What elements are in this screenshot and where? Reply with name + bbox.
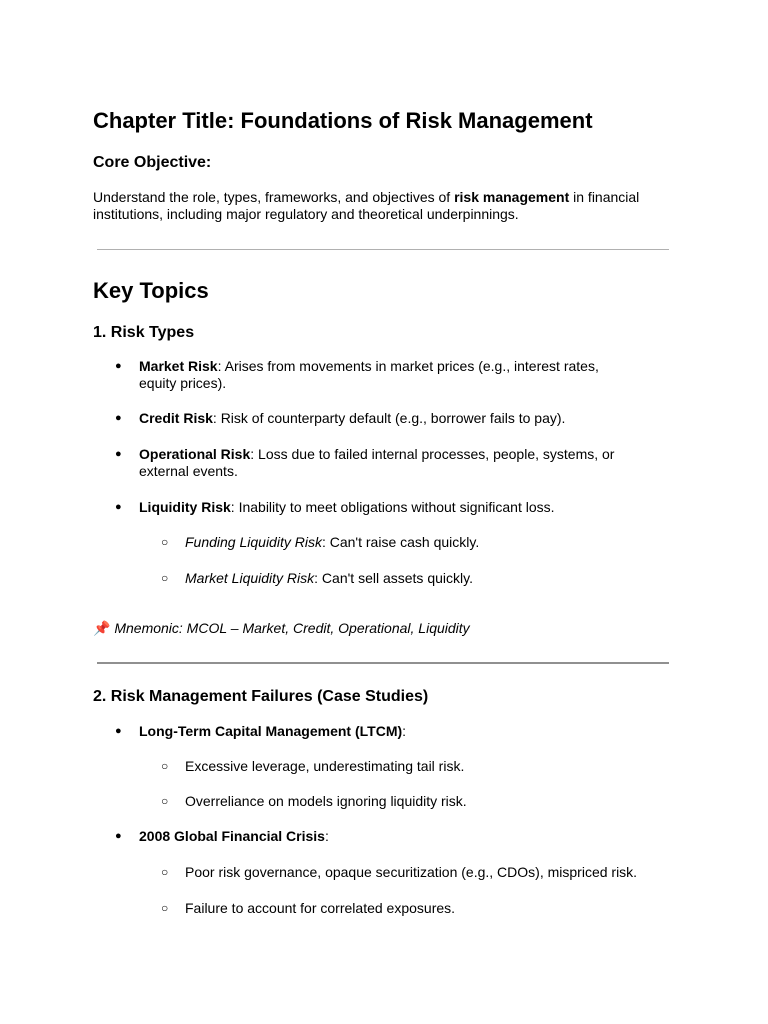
hollow-bullet-icon: ○ <box>161 901 169 915</box>
sub-list-item <box>161 534 685 551</box>
sub-list-item <box>161 864 685 881</box>
sub-list-item-term: Market Liquidity Risk <box>185 570 315 586</box>
sub-list-item-text: Poor risk governance, opaque securitization (e.g., CDOs), mispriced risk. <box>185 864 638 880</box>
list-item-desc: : <box>402 723 407 739</box>
section2-heading: 2. Risk Management Failures (Case Studies) <box>93 688 429 705</box>
hollow-bullet-icon: ○ <box>161 535 169 549</box>
list-item-term: Long-Term Capital Management (LTCM) <box>139 723 403 739</box>
hollow-bullet-icon: ○ <box>161 865 169 879</box>
list-item <box>115 446 639 480</box>
sub-list-item-text: Failure to account for correlated exposures. <box>185 900 456 916</box>
core-objective-text-after: in financial institutions, including major regulatory and theoretical underpinnings. <box>93 189 640 222</box>
list-item <box>115 358 639 392</box>
sub-list-item <box>161 793 685 810</box>
bullet-icon: ● <box>115 448 122 460</box>
core-objective-heading: Core Objective: <box>93 154 212 171</box>
divider <box>97 662 669 664</box>
hollow-bullet-icon: ○ <box>161 794 169 808</box>
chapter-title: Chapter Title: Foundations of Risk Management <box>93 108 593 133</box>
sub-list-item-text: Excessive leverage, underestimating tail risk. <box>185 758 465 774</box>
bullet-icon: ● <box>115 830 122 842</box>
list-item <box>115 723 639 740</box>
list-item-desc: : Loss due to failed internal processes, people, systems, or external events. <box>139 446 615 479</box>
sub-list-item-text: Overreliance on models ignoring liquidity risk. <box>185 793 467 809</box>
list-item-term: Credit Risk <box>139 410 213 426</box>
list-item-term: Operational Risk <box>139 446 251 462</box>
sub-list-item-term: Funding Liquidity Risk <box>185 534 322 550</box>
key-topics-heading: Key Topics <box>93 278 209 303</box>
list-item <box>115 499 639 516</box>
list-item-desc: : Arises from movements in market prices (e.g., interest rates, equity prices). <box>139 358 599 391</box>
bullet-icon: ● <box>115 360 122 372</box>
list-item-desc: : Risk of counterparty default (e.g., borrower fails to pay). <box>212 410 566 426</box>
core-objective-text <box>93 189 663 223</box>
list-item <box>115 828 639 845</box>
sub-list-item <box>161 570 685 587</box>
section1-heading: 1. Risk Types <box>93 324 195 341</box>
divider <box>97 249 669 250</box>
list-item-desc: : Inability to meet obligations without significant loss. <box>230 499 555 515</box>
sub-list-item <box>161 758 685 775</box>
hollow-bullet-icon: ○ <box>161 571 169 585</box>
sub-list-item-desc: : Can't sell assets quickly. <box>314 570 473 586</box>
list-item-desc: : <box>324 828 329 844</box>
sub-list-item-desc: : Can't raise cash quickly. <box>321 534 480 550</box>
list-item <box>115 410 639 427</box>
sub-list-item <box>161 900 685 917</box>
bullet-icon: ● <box>115 501 122 513</box>
mnemonic-text: Mnemonic: MCOL – Market, Credit, Operational, Liquidity <box>114 620 470 636</box>
hollow-bullet-icon: ○ <box>161 759 169 773</box>
pushpin-icon: 📌 <box>93 620 111 636</box>
list-item-term: Liquidity Risk <box>139 499 231 515</box>
core-objective-text-before: Understand the role, types, frameworks, and objectives of <box>93 189 455 205</box>
mnemonic-note <box>93 620 470 637</box>
list-item-term: Market Risk <box>139 358 218 374</box>
bullet-icon: ● <box>115 725 122 737</box>
list-item-term: 2008 Global Financial Crisis <box>139 828 325 844</box>
core-objective-bold: risk management <box>454 189 570 205</box>
bullet-icon: ● <box>115 412 122 424</box>
